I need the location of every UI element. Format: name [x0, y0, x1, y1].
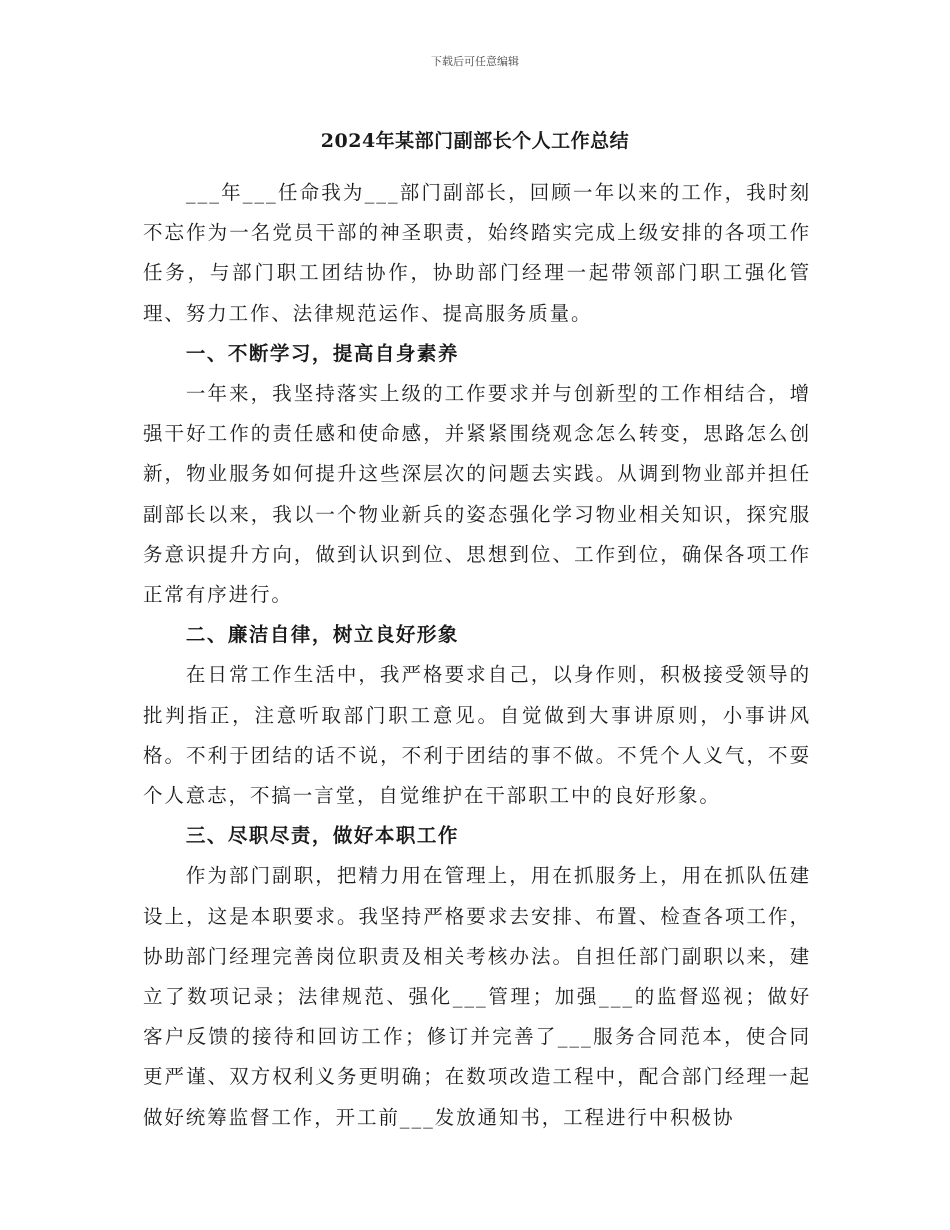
section-paragraph-2: 在日常工作生活中，我严格要求自己，以身作则，积极接受领导的批判指正，注意听取部门职工意见。自觉做到大事讲原则，小事讲风格。不利于团结的话不说，不利于团结的事不做。不凭个人义气，不耍个人意志，不搞一言堂，自觉维护在干部职工中的良好形象。	[143, 663, 811, 808]
intro-paragraph: ___年___任命我为___部门副部长，回顾一年以来的工作，我时刻不忘作为一名党员干部的神圣职责，始终踏实完成上级安排的各项工作任务，与部门职工团结协作，协助部门经理一起带领部门职工强化管理、努力工作、法律规范运作、提高服务质量。	[143, 181, 811, 325]
header-note: 下载后可任意编辑	[431, 55, 519, 68]
document-title: 2024年某部门副部长个人工作总结	[320, 130, 630, 152]
section-heading-1: 一、不断学习，提高自身素养	[185, 341, 459, 365]
section-paragraph-3: 作为部门副职，把精力用在管理上，用在抓服务上，用在抓队伍建设上，这是本职要求。我坚持严格要求去安排、布置、检查各项工作，协助部门经理完善岗位职责及相关考核办法。自担任部门副职以来，建立了数项记录；法律规范、强化___管理；加强___的监督巡视；做好客户反馈的接待和回访工作；修订并完善了___服务合同范本，使合同更严谨、双方权利义务更明确；在数项改造工程中，配合部门经理一起做好统筹监督工作，开工前___发放通知书，工程进行中积极协	[143, 864, 811, 1129]
section-heading-2: 二、廉洁自律，树立良好形象	[185, 623, 459, 647]
document-body	[143, 173, 811, 1138]
section-paragraph-1: 一年来，我坚持落实上级的工作要求并与创新型的工作相结合，增强干好工作的责任感和使命感，并紧紧围绕观念怎么转变，思路怎么创新，物业服务如何提升这些深层次的问题去实践。从调到物业部并担任副部长以来，我以一个物业新兵的姿态强化学习物业相关知识，探究服务意识提升方向，做到认识到位、思想到位、工作到位，确保各项工作正常有序进行。	[143, 382, 811, 607]
section-heading-3: 三、尽职尽责，做好本职工作	[185, 824, 459, 848]
